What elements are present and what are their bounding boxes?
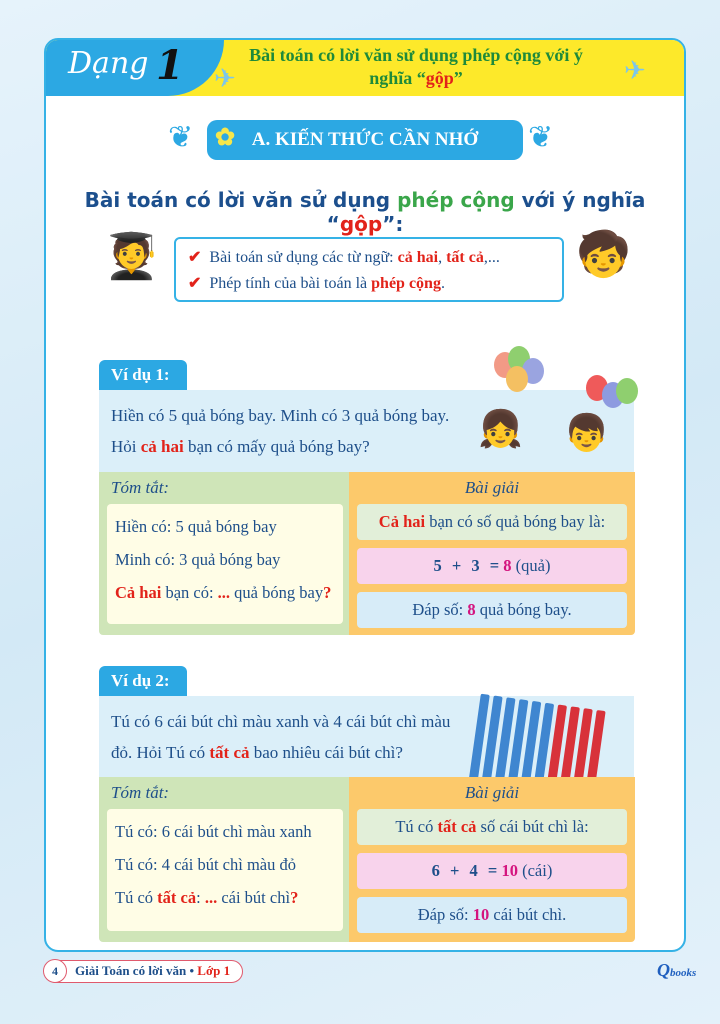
example-2-solution-panel xyxy=(349,777,635,942)
highlight: ... xyxy=(204,888,218,907)
text: Bài toán sử dụng các từ ngữ: xyxy=(209,249,398,266)
publisher-logo: Qbooks xyxy=(657,960,697,980)
example-1-label: Ví dụ 1: xyxy=(99,360,187,390)
example-2-summary-panel xyxy=(99,777,351,942)
text: . xyxy=(440,275,445,292)
highlight: tất cả xyxy=(209,743,250,762)
summary-title: Tóm tắt: xyxy=(111,478,170,497)
equation: 6 + 4 = xyxy=(431,861,498,880)
check-icon: ✔ xyxy=(188,249,202,266)
highlight: cả hai xyxy=(140,437,184,456)
subtitle-highlight: gộp xyxy=(339,212,383,236)
solution-title: Bài giải xyxy=(464,478,520,497)
subtitle-text: với ý nghĩa “ xyxy=(326,188,646,236)
text: : xyxy=(196,888,205,907)
highlight: ? xyxy=(323,583,332,602)
section-heading xyxy=(207,120,523,160)
dang-number: 1 xyxy=(156,42,184,89)
leaf-decoration-icon: ❦ xyxy=(528,121,554,154)
text: cái bút chì. xyxy=(489,905,567,924)
title-highlight: gộp xyxy=(425,68,454,88)
text: Hỏi xyxy=(111,437,141,456)
highlight: ... xyxy=(217,583,231,602)
subtitle-text: ”: xyxy=(382,212,404,236)
plane-icon: ✈ xyxy=(624,56,646,85)
text: quả bóng bay. xyxy=(475,600,572,619)
solution-equation xyxy=(357,853,627,889)
highlight: tất cả xyxy=(157,888,197,907)
equation: 5 + 3 = xyxy=(433,556,500,575)
summary-line xyxy=(115,576,335,609)
text: bạn có số quả bóng bay là: xyxy=(425,512,606,531)
summary-box xyxy=(107,504,343,624)
subtitle-text: Bài toán có lời văn sử dụng xyxy=(84,188,398,212)
key-point xyxy=(188,245,550,271)
summary-title: Tóm tắt: xyxy=(111,783,170,802)
page-card: Dạng 1 ✈ ✈ Bài toán có lời văn sử dụng phép cộng với ý nghĩa “gộp” ❦ ❦ ✿ A. KIẾN THỨC CẦN NHỚ Bài toán có lời văn sử dụng phép cộng với ý nghĩa “gộp”: 🧑‍🎓 ✔ Bài toán sử dụng các từ ngữ: cả hai, tất cả,... ✔ Phép tính của bài toán là phép cộng. 🧒 Ví dụ 1: Hiền có 5 quả bóng bay. Minh có 3 quả bóng bay. Hỏi cả hai bạn có mấy quả bóng bay? 👧 👦 Tóm tắt: Hiền có: 5 quả bóng bay Minh có: 3 quả bóng bay Cả hai bạn có: ... quả bóng bay? Bài giải Cả hai bạn có số quả bóng bay là: 5 + 3 = 8 (quả) Đáp số: 8 quả bóng bay. Ví dụ 2: Tú có 6 cái bút chì màu xanh và 4 cái bút chì màu đỏ. Hỏi Tú có tất cả bao nhiêu cái bút chì? Tóm tắt: Tú có: 6 cái bút chì màu xanh Tú có: 4 cái bút chì màu đỏ Tú có tất cả: ... cái bút chì? Bài giải Tú có tất cả số cái bút chì là: 6 + 4 = 10 (cái) Đáp số: 10 cái bút chì. xyxy=(44,38,686,952)
grade-label: Lớp 1 xyxy=(197,963,231,978)
summary-box xyxy=(107,809,343,931)
highlight: cả hai xyxy=(397,249,439,266)
summary-line: Minh có: 3 quả bóng bay xyxy=(115,550,281,569)
text: Đáp số: xyxy=(417,905,473,924)
page-footer xyxy=(44,960,243,983)
highlight: ? xyxy=(290,888,299,907)
text: cái bút chì xyxy=(217,888,291,907)
highlight: phép cộng xyxy=(371,275,441,292)
text: Phép tính của bài toán là xyxy=(209,275,372,292)
problem-line: Tú có 6 cái bút chì màu xanh và 4 cái bút chì màu xyxy=(111,712,451,731)
text: số cái bút chì là: xyxy=(476,817,589,836)
result: 10 xyxy=(472,905,490,924)
example-1-summary-panel xyxy=(99,472,351,635)
section-title: A. KIẾN THỨC CẦN NHỚ xyxy=(251,129,479,150)
book-title: Giải Toán có lời văn • xyxy=(75,963,198,978)
title-text: Bài toán có lời văn sử dụng phép cộng với ý nghĩa “ xyxy=(249,45,583,88)
summary-line xyxy=(115,881,335,914)
boy-on-paper-boat-illustration: 🧒 xyxy=(576,230,631,279)
text: Tú có xyxy=(395,817,438,836)
summary-line: Tú có: 4 cái bút chì màu đỏ xyxy=(115,855,296,874)
solution-statement xyxy=(357,809,627,845)
highlight: Cả hai xyxy=(378,512,426,531)
text: bạn có: xyxy=(161,583,218,602)
leaf-decoration-icon: ❦ xyxy=(168,121,194,154)
solution-answer xyxy=(357,897,627,933)
example-1-problem xyxy=(99,390,634,472)
dang-label: Dạng xyxy=(68,46,149,81)
text: đỏ. Hỏi Tú có xyxy=(111,743,210,762)
solution-statement xyxy=(357,504,627,540)
result: 10 xyxy=(501,861,518,880)
key-point xyxy=(188,271,550,297)
result: 8 xyxy=(503,556,512,575)
summary-line: Hiền có: 5 quả bóng bay xyxy=(115,517,277,536)
lesson-header xyxy=(46,40,684,96)
highlight: Cả hai xyxy=(115,583,162,602)
student-illustration: 🧑‍🎓 xyxy=(104,232,159,281)
lesson-badge xyxy=(46,40,224,96)
unit: (cái) xyxy=(517,861,553,880)
highlight: tất cả xyxy=(446,249,484,266)
title-text: ” xyxy=(453,68,463,88)
check-icon: ✔ xyxy=(188,275,202,292)
highlight: tất cả xyxy=(437,817,477,836)
text: bao nhiêu cái bút chì? xyxy=(249,743,403,762)
lesson-title xyxy=(236,44,596,90)
key-points-box xyxy=(174,237,564,302)
flower-icon: ✿ xyxy=(215,125,236,151)
result: 8 xyxy=(467,600,476,619)
text: bạn có mấy quả bóng bay? xyxy=(183,437,370,456)
solution-title: Bài giải xyxy=(464,783,520,802)
solution-equation xyxy=(357,548,627,584)
example-1-solution-panel xyxy=(349,472,635,635)
example-2-label: Ví dụ 2: xyxy=(99,666,187,696)
solution-answer xyxy=(357,592,627,628)
unit: (quả) xyxy=(511,556,551,575)
problem-line xyxy=(111,431,622,462)
summary-line: Tú có: 6 cái bút chì màu xanh xyxy=(115,822,312,841)
text: ,... xyxy=(483,249,500,266)
problem-line: Hiền có 5 quả bóng bay. Minh có 3 quả bóng bay. xyxy=(111,406,450,425)
subtitle-highlight: phép cộng xyxy=(397,188,515,212)
text: Tú có xyxy=(115,888,158,907)
plane-icon: ✈ xyxy=(214,64,236,93)
page-number: 4 xyxy=(43,959,67,983)
text: , xyxy=(438,249,447,266)
text: Đáp số: xyxy=(412,600,468,619)
text: quả bóng bay xyxy=(230,583,324,602)
